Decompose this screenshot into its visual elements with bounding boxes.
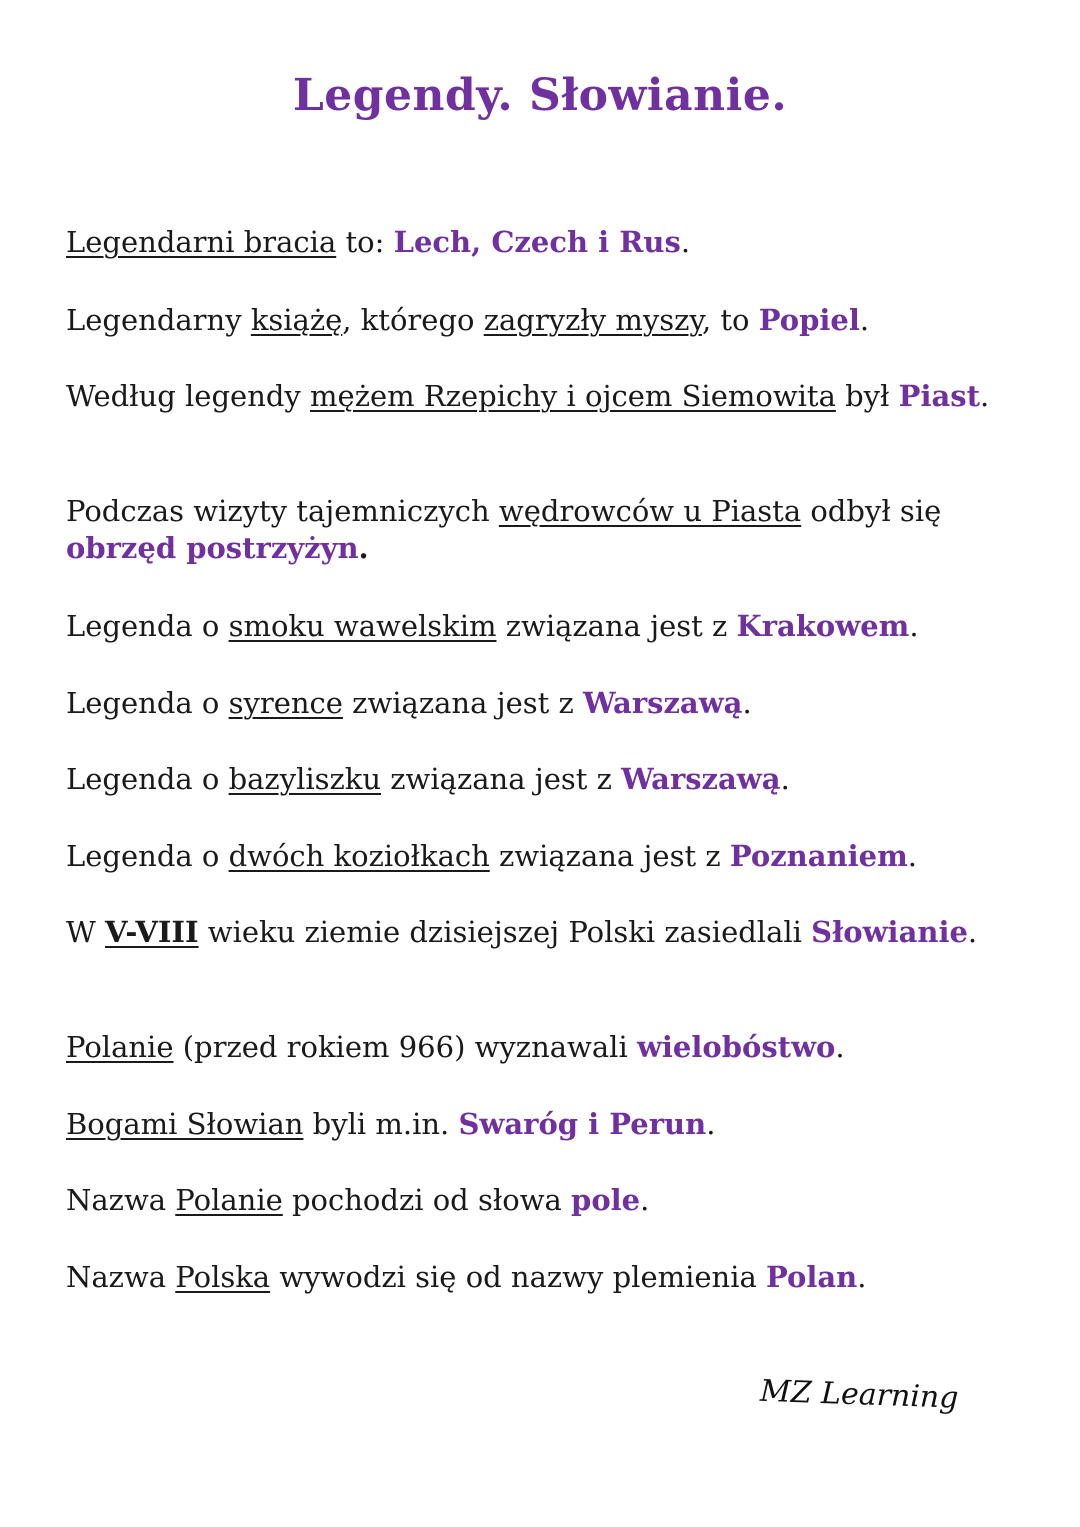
answer: wielobóstwo	[636, 1030, 836, 1064]
note-line-slowianie	[66, 914, 1026, 951]
term: wędrowców u Piasta	[498, 494, 802, 528]
text: związana jest z	[489, 839, 730, 873]
text: Legendarny	[66, 303, 251, 337]
text: to:	[336, 225, 394, 259]
term: zagryzły myszy	[483, 303, 702, 337]
text: .	[859, 303, 870, 337]
text: .	[835, 1030, 845, 1064]
note-line-koziolki	[66, 838, 1026, 875]
note-line-popiel	[66, 302, 1026, 339]
text: , którego	[342, 303, 484, 337]
note-line-bazyliszek	[66, 761, 1026, 798]
term: Polanie	[66, 1030, 174, 1064]
text: W	[66, 915, 106, 949]
answer: Warszawą	[583, 686, 743, 720]
note-line-postrzyzyny	[66, 493, 1026, 567]
answer: Lech, Czech i Rus	[393, 225, 681, 259]
text: pochodzi od słowa	[282, 1183, 572, 1217]
text: Legenda o	[66, 609, 229, 643]
text: .	[907, 839, 918, 873]
text: .	[680, 225, 691, 259]
note-line-nazwa-polanie	[66, 1182, 1026, 1219]
note-line-nazwa-polska	[66, 1259, 1026, 1296]
text: Legenda o	[66, 762, 229, 796]
answer: Warszawą	[621, 762, 781, 796]
text: .	[706, 1107, 716, 1141]
term: syrence	[228, 686, 343, 720]
text: był	[835, 379, 899, 413]
answer: Słowianie	[811, 915, 968, 949]
text: (przed rokiem 966) wyznawali	[173, 1030, 637, 1064]
note-line-piast	[66, 378, 1026, 415]
term: bazyliszku	[228, 762, 382, 796]
answer: Popiel	[758, 303, 860, 337]
text: Podczas wizyty tajemniczych	[66, 494, 499, 528]
answer: Poznaniem	[729, 839, 908, 873]
text: związana jest z	[381, 762, 622, 796]
text: , to	[701, 303, 759, 337]
term: mężem Rzepichy i ojcem Siemowita	[310, 379, 836, 413]
term: smoku wawelskim	[228, 609, 497, 643]
answer: pole	[571, 1183, 641, 1217]
answer: obrzęd postrzyżyn	[66, 531, 359, 565]
text: .	[640, 1183, 650, 1217]
note-line-bogowie	[66, 1106, 1026, 1143]
note-line-polanie-wiara	[66, 1029, 1026, 1066]
text: wywodzi się od nazwy plemienia	[270, 1260, 766, 1294]
text: Legenda o	[66, 839, 229, 873]
note-line-brothers	[66, 224, 1026, 261]
text: Legenda o	[66, 686, 229, 720]
text: .	[967, 915, 978, 949]
text: związana jest z	[342, 686, 583, 720]
text: .	[980, 379, 990, 413]
answer: Polan	[766, 1260, 858, 1294]
page-title: Legendy. Słowianie.	[292, 70, 788, 121]
text: Nazwa	[66, 1260, 176, 1294]
term: Legendarni bracia	[66, 225, 337, 259]
answer: Swaróg i Perun	[458, 1107, 707, 1141]
term: książę	[250, 303, 343, 337]
text: Nazwa	[66, 1183, 176, 1217]
answer: Piast	[898, 379, 981, 413]
signature: MZ Learning	[759, 1373, 960, 1416]
term: V-VIII	[105, 915, 199, 949]
text: .	[780, 762, 790, 796]
term: dwóch koziołkach	[228, 839, 490, 873]
answer: Krakowem	[736, 609, 910, 643]
text: .	[358, 531, 369, 565]
text: .	[909, 609, 919, 643]
text: Według legendy	[66, 379, 311, 413]
text: .	[742, 686, 752, 720]
text: .	[857, 1260, 867, 1294]
note-line-smok	[66, 608, 1026, 645]
text: byli m.in.	[303, 1107, 459, 1141]
text: związana jest z	[496, 609, 737, 643]
text: odbył się	[801, 494, 942, 528]
term: Bogami Słowian	[66, 1107, 304, 1141]
note-line-syrenka	[66, 685, 1026, 722]
text: wieku ziemie dzisiejszej Polski zasiedlali	[198, 915, 812, 949]
term: Polska	[175, 1260, 271, 1294]
term: Polanie	[175, 1183, 283, 1217]
